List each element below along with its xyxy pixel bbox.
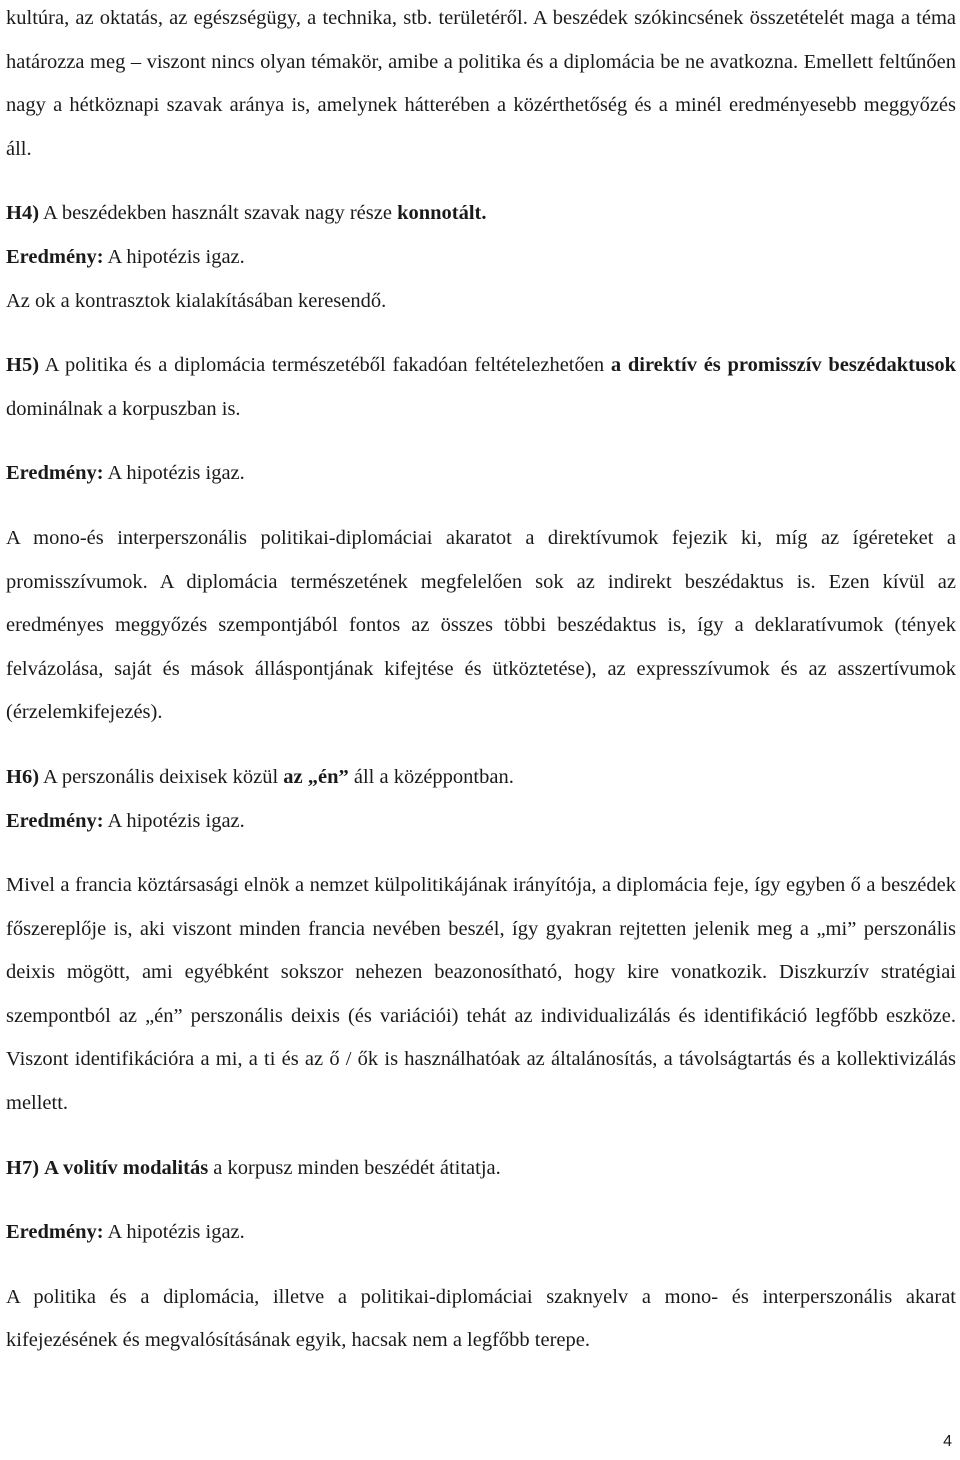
h4-text: A beszédekben használt szavak nagy része	[39, 202, 398, 225]
hypothesis-h7	[6, 1147, 956, 1191]
h6-comment: Mivel a francia köztársasági elnök a nemzet külpolitikájának irányítója, a diplomácia feje, így egyben ő a beszédek főszereplője is, aki viszont minden francia nevében beszél, így gyakran rejtetten jelenik meg a „mi” perszonális deixis mögött, ami egyébként sokszor nehezen beazonosítható, hogy kire vonatkozik. Diszkurzív stratégiai szempontból az „én” perszonális deixis (és variációi) tehát az individualizálás és identifikáció legfőbb eszköze. Viszont identifikációra a mi, a ti és az ő / ők is használhatóak az általánosítás, a távolságtartás és a kollektivizálás mellett.	[6, 874, 956, 1115]
h4-bold: konnotált.	[397, 202, 487, 225]
result-text: A hipotézis igaz.	[103, 809, 245, 832]
h6-tail: áll a középpontban.	[348, 765, 514, 788]
h6-text: A perszonális deixisek közül	[39, 765, 284, 788]
intro-paragraph: kultúra, az oktatás, az egészségügy, a technika, stb. területéről. A beszédek szókincsének összetételét maga a téma határozza meg – viszont nincs olyan témakör, amibe a politika és a diplomácia be ne avatkozna. Emellett feltűnően nagy a hétköznapi szavak aránya is, amelynek hátterében a közérthetőség és a minél eredményesebb meggyőzés áll.	[6, 7, 956, 160]
hypothesis-h6	[6, 756, 956, 800]
h5-comment: A mono-és interperszonális politikai-diplomáciai akaratot a direktívumok fejezik ki, míg az ígéreteket a promisszívumok. A diplomácia természetének megfelelően sok az indirekt beszédaktus is. Ezen kívül az eredményes meggyőzés szempontjából fontos az összes többi beszédaktus is, így a deklaratívumok (tények felvázolása, saját és mások álláspontjának kifejtése és ütköztetése), az expresszívumok és az asszertívumok (érzelemkifejezés).	[6, 526, 956, 724]
result-h5	[6, 452, 956, 496]
hypothesis-h4	[6, 192, 956, 236]
result-text: A hipotézis igaz.	[103, 462, 245, 485]
hypothesis-h5	[6, 344, 956, 431]
page-number: 4	[943, 1433, 952, 1450]
h7-bold: A volitív modalitás	[44, 1156, 209, 1179]
result-label: Eredmény:	[6, 245, 104, 268]
h5-bold: a direktív és promisszív beszédaktusok	[610, 354, 956, 377]
h4-comment: Az ok a kontrasztok kialakításában keresendő.	[6, 289, 387, 312]
result-label: Eredmény:	[6, 462, 104, 485]
h7-label: H7)	[6, 1156, 40, 1179]
h7-tail: a korpusz minden beszédét átitatja.	[208, 1156, 501, 1179]
h5-text: A politika és a diplomácia természetéből fakadóan feltételezhetően	[39, 354, 611, 377]
result-h7	[6, 1211, 956, 1255]
result-text: A hipotézis igaz.	[103, 1221, 245, 1244]
result-text: A hipotézis igaz.	[103, 245, 245, 268]
h5-label: H5)	[6, 354, 40, 377]
h7-comment: A politika és a diplomácia, illetve a politikai-diplomáciai szaknyelv a mono- és interperszonális akarat kifejezésének és megvalósításának egyik, hacsak nem a legfőbb terepe.	[6, 1285, 956, 1352]
result-h4	[6, 236, 956, 280]
result-label: Eredmény:	[6, 1221, 104, 1244]
document-page	[6, 0, 956, 1363]
result-h6	[6, 800, 956, 844]
h6-bold: az „én”	[283, 765, 349, 788]
h4-label: H4)	[6, 202, 40, 225]
h5-tail: dominálnak a korpuszban is.	[6, 397, 241, 420]
result-label: Eredmény:	[6, 809, 104, 832]
h6-label: H6)	[6, 765, 40, 788]
